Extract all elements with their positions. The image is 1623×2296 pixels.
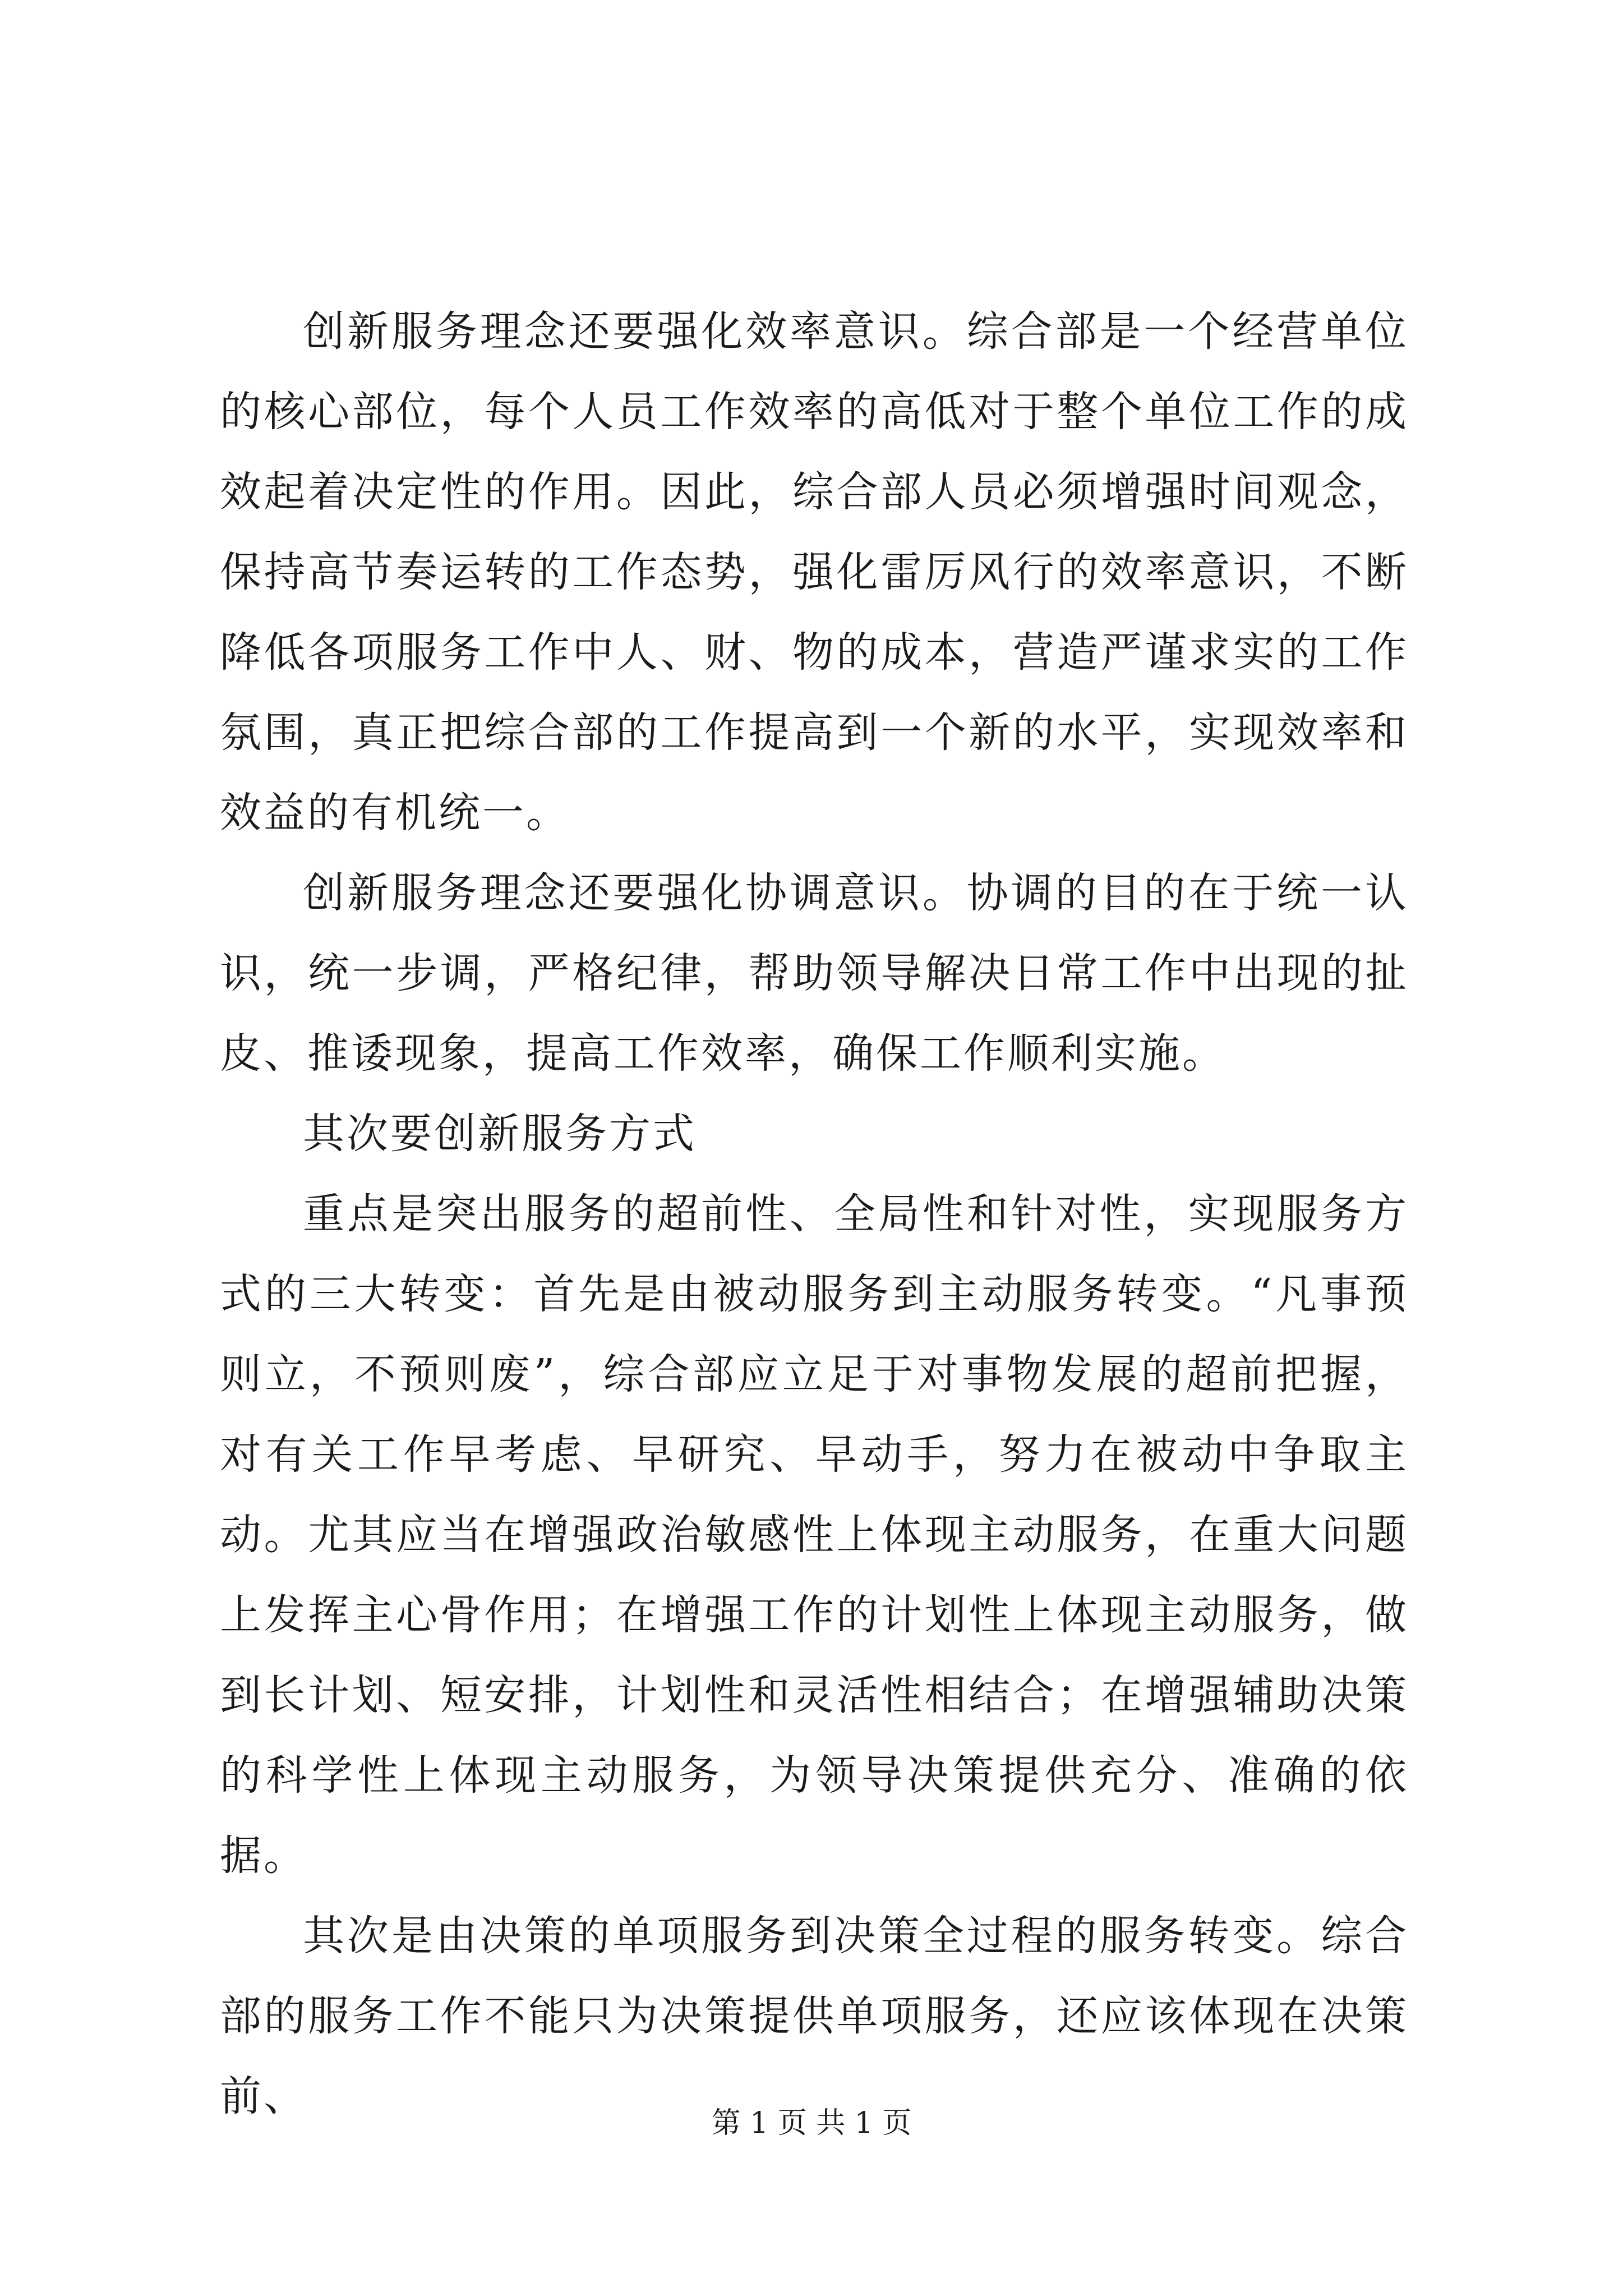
page-footer: 第 1 页 共 1 页 xyxy=(711,2106,912,2140)
paragraph-efficiency: 创新服务理念还要强化效率意识。综合部是一个经营单位的核心部位，每个人员工作效率的高低对于整个单位工作的成效起着决定性的作用。因此，综合部人员必须增强时间观念，保持高节奏运转的工作态势，强化雷厉风行的效率意识，不断降低各项服务工作中人、财、物的成本，营造严谨求实的工作氛围，真正把综合部的工作提高到一个新的水平，实现效率和效益的有机统一。 xyxy=(220,307,1409,837)
document-body xyxy=(220,292,1409,2137)
paragraph-three-transformations: 重点是突出服务的超前性、全局性和针对性，实现服务方式的三大转变：首先是由被动服务到主动服务转变。“凡事预则立，不预则废”，综合部应立足于对事物发展的超前把握，对有关工作早考虑、早研究、早动手，努力在被动中争取主动。尤其应当在增强政治敏感性上体现主动服务，在重大问题上发挥主心骨作用；在增强工作的计划性上体现主动服务，做到长计划、短安排，计划性和灵活性相结合；在增强辅助决策的科学性上体现主动服务，为领导决策提供充分、准确的依据。 xyxy=(220,1190,1409,1880)
paragraph-decision-process: 其次是由决策的单项服务到决策全过程的服务转变。综合部的服务工作不能只为决策提供单项服务，还应该体现在决策前、 xyxy=(220,1912,1409,2120)
paragraph-coordination: 创新服务理念还要强化协调意识。协调的目的在于统一认识，统一步调，严格纪律，帮助领导解决日常工作中出现的扯皮、推诿现象，提高工作效率，确保工作顺利实施。 xyxy=(220,869,1409,1078)
section-heading-service-mode: 其次要创新服务方式 xyxy=(303,1110,697,1158)
